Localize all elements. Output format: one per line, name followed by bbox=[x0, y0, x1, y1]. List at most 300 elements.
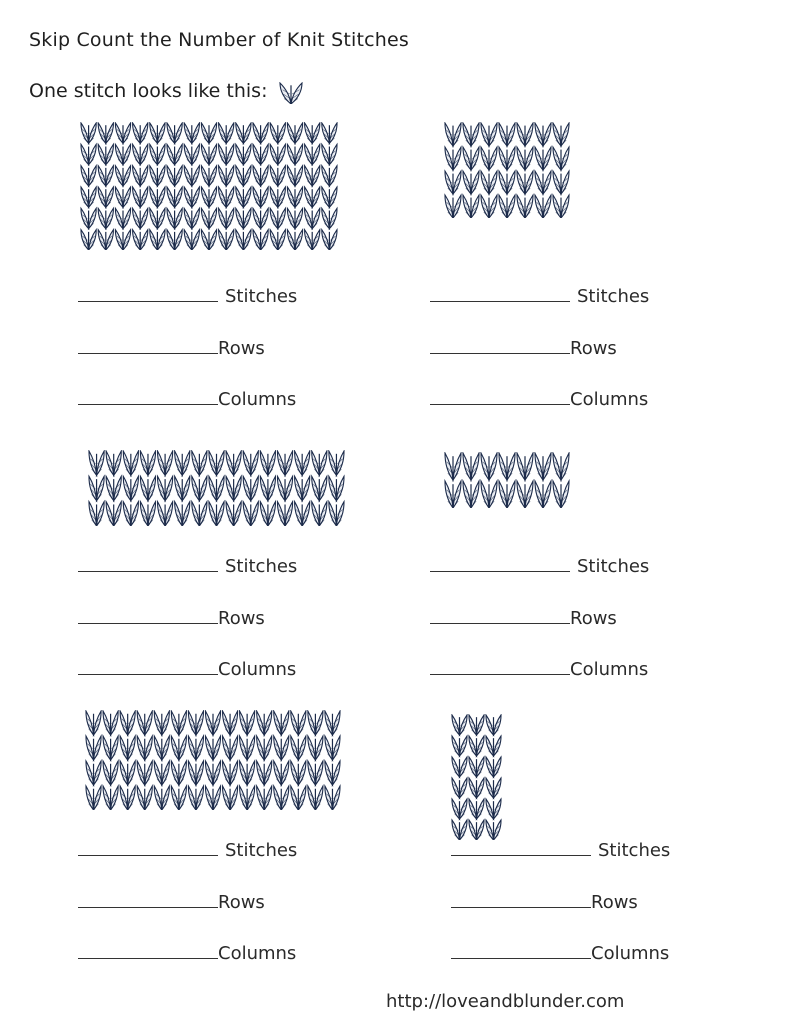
answer-blank[interactable] bbox=[430, 300, 570, 302]
columns-answer-5[interactable] bbox=[78, 943, 296, 964]
knit-stitch bbox=[287, 144, 302, 164]
knit-stitch bbox=[486, 799, 501, 819]
knit-stitch bbox=[236, 230, 251, 250]
knit-stitch bbox=[81, 230, 96, 250]
knit-stitch bbox=[171, 711, 186, 735]
answer-blank[interactable] bbox=[78, 352, 218, 354]
columns-label: Columns bbox=[570, 659, 649, 680]
knit-stitch bbox=[253, 166, 268, 186]
answer-blank[interactable] bbox=[78, 957, 218, 959]
knit-stitch bbox=[535, 123, 551, 146]
knit-stitch bbox=[167, 144, 182, 164]
knit-stitch bbox=[445, 123, 461, 146]
knit-stitch bbox=[154, 736, 169, 760]
knit-stitch bbox=[463, 123, 479, 146]
knit-stitch bbox=[287, 187, 302, 207]
knit-stitch bbox=[219, 123, 234, 143]
knit-stitch bbox=[445, 171, 461, 194]
knit-stitch bbox=[86, 786, 101, 810]
knit-stitch bbox=[243, 476, 258, 500]
knit-stitch bbox=[517, 123, 533, 146]
knit-stitch bbox=[205, 761, 220, 785]
knit-stitch bbox=[322, 123, 337, 143]
knit-stitch bbox=[154, 761, 169, 785]
knit-stitch bbox=[291, 736, 306, 760]
knit-swatch-2 bbox=[444, 122, 570, 218]
rows-answer-2[interactable] bbox=[430, 338, 617, 359]
knit-stitch bbox=[553, 123, 569, 146]
knit-stitch bbox=[103, 711, 118, 735]
knit-stitch bbox=[481, 481, 497, 508]
knit-stitch bbox=[305, 144, 320, 164]
knit-stitch bbox=[240, 736, 255, 760]
knit-stitch bbox=[184, 166, 199, 186]
answer-blank[interactable] bbox=[78, 854, 218, 856]
knit-stitch bbox=[481, 171, 497, 194]
knit-stitch bbox=[154, 786, 169, 810]
knit-stitch bbox=[469, 736, 484, 756]
knit-stitch bbox=[223, 711, 238, 735]
knit-stitch bbox=[188, 786, 203, 810]
knit-stitch bbox=[312, 476, 327, 500]
knit-stitch bbox=[270, 187, 285, 207]
knit-stitch bbox=[219, 230, 234, 250]
knit-stitch bbox=[463, 171, 479, 194]
columns-answer-3[interactable] bbox=[78, 659, 296, 680]
knit-stitch bbox=[223, 761, 238, 785]
columns-answer-6[interactable] bbox=[451, 943, 669, 964]
knit-stitch bbox=[236, 123, 251, 143]
knit-stitch bbox=[201, 123, 216, 143]
knit-stitch bbox=[486, 778, 501, 798]
knit-stitch bbox=[329, 451, 344, 475]
knit-stitch bbox=[171, 761, 186, 785]
knit-stitch bbox=[517, 171, 533, 194]
knit-stitch bbox=[188, 736, 203, 760]
knit-stitch bbox=[240, 711, 255, 735]
knit-stitch bbox=[219, 144, 234, 164]
knit-stitch bbox=[137, 761, 152, 785]
answer-blank[interactable] bbox=[78, 622, 218, 624]
knit-stitch bbox=[469, 799, 484, 819]
knit-stitch bbox=[486, 757, 501, 777]
knit-stitch bbox=[253, 230, 268, 250]
knit-stitch bbox=[236, 187, 251, 207]
knit-stitch bbox=[158, 502, 173, 526]
knit-stitch bbox=[150, 187, 165, 207]
knit-stitch bbox=[219, 208, 234, 228]
knit-stitch bbox=[184, 187, 199, 207]
knit-stitch bbox=[98, 187, 113, 207]
knit-stitch bbox=[253, 123, 268, 143]
knit-stitch bbox=[553, 453, 569, 480]
knit-stitch bbox=[305, 230, 320, 250]
answer-blank[interactable] bbox=[430, 673, 570, 675]
columns-label: Columns bbox=[218, 659, 297, 680]
knit-stitch bbox=[469, 757, 484, 777]
knit-stitch bbox=[120, 786, 135, 810]
knit-stitch bbox=[499, 481, 515, 508]
knit-stitch bbox=[287, 230, 302, 250]
stitches-label: Stitches bbox=[225, 286, 298, 307]
knit-stitch bbox=[201, 144, 216, 164]
knit-stitch bbox=[445, 453, 461, 480]
knit-stitch bbox=[103, 736, 118, 760]
knit-stitch bbox=[274, 711, 289, 735]
knit-stitch bbox=[322, 166, 337, 186]
columns-label: Columns bbox=[218, 389, 297, 410]
knit-stitch bbox=[257, 711, 272, 735]
knit-stitch bbox=[499, 123, 515, 146]
knit-stitch bbox=[274, 786, 289, 810]
knit-stitch bbox=[167, 208, 182, 228]
answer-blank[interactable] bbox=[78, 570, 218, 572]
knit-stitch bbox=[158, 476, 173, 500]
knit-stitch bbox=[308, 761, 323, 785]
knit-stitch bbox=[89, 502, 104, 526]
knit-stitch bbox=[270, 230, 285, 250]
knit-stitch bbox=[260, 476, 275, 500]
knit-stitch bbox=[98, 123, 113, 143]
stitches-answer-5[interactable] bbox=[78, 840, 297, 861]
single-stitch-example bbox=[278, 82, 304, 104]
knit-stitch bbox=[486, 736, 501, 756]
knit-stitch bbox=[287, 208, 302, 228]
knit-stitch bbox=[486, 820, 501, 840]
stitches-answer-3[interactable] bbox=[78, 556, 297, 577]
knit-stitch bbox=[184, 208, 199, 228]
knit-stitch bbox=[115, 208, 130, 228]
knit-stitch bbox=[270, 166, 285, 186]
rows-answer-3[interactable] bbox=[78, 608, 265, 629]
answer-blank[interactable] bbox=[451, 957, 591, 959]
knit-stitch bbox=[295, 502, 310, 526]
knit-stitch bbox=[481, 195, 497, 218]
knit-stitch bbox=[175, 451, 190, 475]
answer-blank[interactable] bbox=[78, 403, 218, 405]
knit-stitch bbox=[463, 147, 479, 170]
knit-stitch bbox=[274, 736, 289, 760]
knit-stitch bbox=[270, 144, 285, 164]
knit-stitch bbox=[201, 208, 216, 228]
knit-stitch bbox=[253, 187, 268, 207]
knit-swatch-5 bbox=[85, 710, 341, 810]
knit-stitch bbox=[257, 736, 272, 760]
knit-stitch bbox=[120, 761, 135, 785]
knit-stitch bbox=[308, 736, 323, 760]
knit-stitch bbox=[312, 451, 327, 475]
knit-stitch bbox=[192, 476, 207, 500]
knit-stitch bbox=[205, 786, 220, 810]
stitches-answer-2[interactable] bbox=[430, 286, 649, 307]
knit-stitch bbox=[517, 147, 533, 170]
knit-stitch bbox=[209, 502, 224, 526]
knit-stitch bbox=[115, 144, 130, 164]
rows-answer-4[interactable] bbox=[430, 608, 617, 629]
knit-stitch bbox=[305, 123, 320, 143]
knit-stitch bbox=[120, 711, 135, 735]
knit-stitch bbox=[499, 171, 515, 194]
knit-stitch bbox=[445, 195, 461, 218]
knit-stitch bbox=[205, 736, 220, 760]
knit-stitch bbox=[535, 147, 551, 170]
knit-stitch bbox=[481, 123, 497, 146]
knit-stitch bbox=[81, 208, 96, 228]
knit-stitch bbox=[106, 502, 121, 526]
knit-stitch bbox=[452, 820, 467, 840]
knit-stitch bbox=[188, 711, 203, 735]
knit-stitch bbox=[201, 230, 216, 250]
knit-stitch bbox=[291, 761, 306, 785]
knit-stitch bbox=[325, 736, 340, 760]
knit-stitch bbox=[325, 761, 340, 785]
rows-label: Rows bbox=[570, 608, 617, 629]
knit-stitch bbox=[140, 476, 155, 500]
knit-stitch bbox=[277, 476, 292, 500]
knit-stitch bbox=[175, 502, 190, 526]
knit-stitch bbox=[280, 83, 302, 104]
knit-stitch bbox=[535, 171, 551, 194]
rows-answer-1[interactable] bbox=[78, 338, 265, 359]
knit-stitch bbox=[243, 451, 258, 475]
knit-stitch bbox=[226, 451, 241, 475]
columns-answer-4[interactable] bbox=[430, 659, 648, 680]
knit-stitch bbox=[133, 230, 148, 250]
knit-stitch bbox=[150, 230, 165, 250]
stitches-label: Stitches bbox=[577, 556, 650, 577]
knit-stitch bbox=[150, 144, 165, 164]
rows-label: Rows bbox=[218, 338, 265, 359]
knit-stitch bbox=[553, 195, 569, 218]
knit-stitch bbox=[133, 144, 148, 164]
knit-stitch bbox=[291, 786, 306, 810]
knit-stitch bbox=[452, 736, 467, 756]
knit-stitch bbox=[184, 144, 199, 164]
knit-stitch bbox=[98, 166, 113, 186]
answer-blank[interactable] bbox=[430, 570, 570, 572]
knit-stitch bbox=[481, 453, 497, 480]
knit-stitch bbox=[140, 451, 155, 475]
stitches-answer-4[interactable] bbox=[430, 556, 649, 577]
knit-stitch bbox=[257, 786, 272, 810]
knit-stitch bbox=[219, 166, 234, 186]
knit-stitch bbox=[133, 123, 148, 143]
knit-stitch bbox=[295, 451, 310, 475]
knit-stitch bbox=[223, 736, 238, 760]
knit-stitch bbox=[137, 786, 152, 810]
knit-stitch bbox=[553, 481, 569, 508]
knit-stitch bbox=[115, 166, 130, 186]
knit-stitch bbox=[137, 736, 152, 760]
website-footer: http://loveandblunder.com bbox=[386, 991, 625, 1012]
knit-stitch bbox=[86, 736, 101, 760]
knit-stitch bbox=[123, 476, 138, 500]
knit-stitch bbox=[270, 123, 285, 143]
knit-stitch bbox=[171, 736, 186, 760]
answer-blank[interactable] bbox=[78, 300, 218, 302]
stitches-label: Stitches bbox=[225, 556, 298, 577]
columns-answer-1[interactable] bbox=[78, 389, 296, 410]
knit-stitch bbox=[133, 187, 148, 207]
knit-swatch-6 bbox=[451, 714, 502, 840]
knit-stitch bbox=[115, 187, 130, 207]
answer-blank[interactable] bbox=[78, 673, 218, 675]
knit-stitch bbox=[236, 208, 251, 228]
columns-label: Columns bbox=[218, 943, 297, 964]
knit-stitch bbox=[277, 451, 292, 475]
knit-stitch bbox=[253, 144, 268, 164]
knit-stitch bbox=[486, 715, 501, 735]
knit-stitch bbox=[291, 711, 306, 735]
knit-stitch bbox=[103, 761, 118, 785]
knit-stitch bbox=[445, 481, 461, 508]
knit-stitch bbox=[236, 166, 251, 186]
knit-stitch bbox=[209, 476, 224, 500]
knit-stitch bbox=[329, 476, 344, 500]
knit-stitch bbox=[115, 123, 130, 143]
knit-stitch bbox=[133, 208, 148, 228]
knit-stitch bbox=[167, 166, 182, 186]
knit-stitch bbox=[115, 230, 130, 250]
knit-stitch bbox=[98, 230, 113, 250]
knit-stitch bbox=[150, 208, 165, 228]
stitches-answer-6[interactable] bbox=[451, 840, 670, 861]
knit-swatch-4 bbox=[444, 452, 570, 508]
knit-stitch bbox=[452, 799, 467, 819]
knit-stitch bbox=[308, 786, 323, 810]
answer-blank[interactable] bbox=[78, 906, 218, 908]
answer-blank[interactable] bbox=[430, 352, 570, 354]
knit-stitch bbox=[86, 711, 101, 735]
knit-stitch bbox=[81, 166, 96, 186]
answer-blank[interactable] bbox=[430, 622, 570, 624]
knit-stitch bbox=[274, 761, 289, 785]
knit-stitch bbox=[329, 502, 344, 526]
columns-answer-2[interactable] bbox=[430, 389, 648, 410]
knit-stitch bbox=[312, 502, 327, 526]
knit-stitch bbox=[469, 820, 484, 840]
knit-stitch bbox=[305, 166, 320, 186]
knit-stitch bbox=[287, 123, 302, 143]
rows-label: Rows bbox=[570, 338, 617, 359]
knit-stitch bbox=[243, 502, 258, 526]
rows-label: Rows bbox=[591, 892, 638, 913]
knit-stitch bbox=[499, 453, 515, 480]
knit-stitch bbox=[253, 208, 268, 228]
knit-stitch bbox=[240, 786, 255, 810]
answer-blank[interactable] bbox=[451, 854, 591, 856]
knit-stitch bbox=[469, 715, 484, 735]
knit-stitch bbox=[188, 761, 203, 785]
answer-blank[interactable] bbox=[430, 403, 570, 405]
intro-text: One stitch looks like this: bbox=[29, 80, 268, 102]
knit-stitch bbox=[469, 778, 484, 798]
stitches-label: Stitches bbox=[598, 840, 671, 861]
knit-stitch bbox=[158, 451, 173, 475]
knit-stitch bbox=[219, 187, 234, 207]
stitches-label: Stitches bbox=[225, 840, 298, 861]
knit-stitch bbox=[277, 502, 292, 526]
knit-stitch bbox=[137, 711, 152, 735]
knit-stitch bbox=[270, 208, 285, 228]
knit-stitch bbox=[223, 786, 238, 810]
knit-stitch bbox=[89, 451, 104, 475]
knit-stitch bbox=[325, 786, 340, 810]
knit-stitch bbox=[240, 761, 255, 785]
knit-stitch bbox=[167, 230, 182, 250]
knit-stitch bbox=[81, 123, 96, 143]
knit-stitch bbox=[452, 757, 467, 777]
knit-stitch bbox=[167, 123, 182, 143]
knit-stitch bbox=[287, 166, 302, 186]
knit-stitch bbox=[192, 451, 207, 475]
knit-stitch bbox=[81, 187, 96, 207]
knit-stitch bbox=[81, 144, 96, 164]
knit-stitch bbox=[150, 166, 165, 186]
knit-stitch bbox=[452, 715, 467, 735]
knit-stitch bbox=[106, 451, 121, 475]
knit-stitch bbox=[209, 451, 224, 475]
knit-stitch bbox=[322, 187, 337, 207]
knit-stitch bbox=[192, 502, 207, 526]
rows-answer-5[interactable] bbox=[78, 892, 265, 913]
knit-stitch bbox=[89, 476, 104, 500]
knit-stitch bbox=[140, 502, 155, 526]
knit-stitch bbox=[322, 144, 337, 164]
columns-label: Columns bbox=[591, 943, 670, 964]
knit-stitch bbox=[322, 208, 337, 228]
knit-stitch bbox=[308, 711, 323, 735]
stitches-label: Stitches bbox=[577, 286, 650, 307]
knit-stitch bbox=[226, 476, 241, 500]
knit-stitch bbox=[201, 187, 216, 207]
knit-swatch-1 bbox=[80, 122, 338, 250]
knit-stitch bbox=[201, 166, 216, 186]
answer-blank[interactable] bbox=[451, 906, 591, 908]
rows-answer-6[interactable] bbox=[451, 892, 638, 913]
knit-stitch bbox=[150, 123, 165, 143]
columns-label: Columns bbox=[570, 389, 649, 410]
knit-stitch bbox=[481, 147, 497, 170]
knit-stitch bbox=[260, 451, 275, 475]
knit-stitch bbox=[257, 761, 272, 785]
knit-stitch bbox=[133, 166, 148, 186]
knit-stitch bbox=[535, 453, 551, 480]
knit-stitch bbox=[553, 171, 569, 194]
knit-stitch bbox=[236, 144, 251, 164]
knit-stitch bbox=[106, 476, 121, 500]
knit-stitch bbox=[86, 761, 101, 785]
knit-stitch bbox=[171, 786, 186, 810]
knit-stitch bbox=[517, 481, 533, 508]
knit-stitch bbox=[305, 208, 320, 228]
knit-stitch bbox=[305, 187, 320, 207]
knit-stitch bbox=[184, 123, 199, 143]
knit-stitch bbox=[98, 144, 113, 164]
knit-stitch bbox=[499, 195, 515, 218]
knit-stitch bbox=[322, 230, 337, 250]
knit-stitch bbox=[103, 786, 118, 810]
knit-stitch bbox=[517, 195, 533, 218]
knit-stitch bbox=[154, 711, 169, 735]
knit-stitch bbox=[325, 711, 340, 735]
knit-stitch bbox=[295, 476, 310, 500]
knit-stitch bbox=[535, 481, 551, 508]
rows-label: Rows bbox=[218, 608, 265, 629]
knit-stitch bbox=[463, 195, 479, 218]
stitches-answer-1[interactable] bbox=[78, 286, 297, 307]
knit-stitch bbox=[123, 451, 138, 475]
